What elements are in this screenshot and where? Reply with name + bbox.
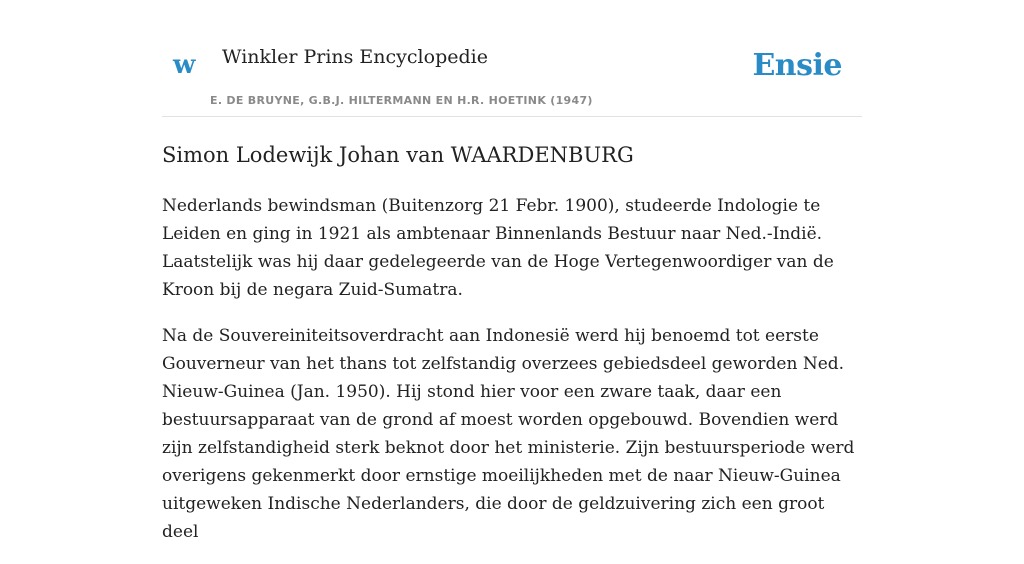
article-paragraph: Nederlands bewindsman (Buitenzorg 21 Febr. 1900), studeerde Indologie te Leiden en ging in 1921 als ambtenaar Binnenlands Bestuur naar Ned.-Indië. Laatstelijk was hij daar gedelegeerde van de Hoge Vertegenwoordiger van de Kroon bij de negara Zuid-Sumatra. (162, 196, 834, 300)
article (162, 140, 862, 564)
article-title: Simon Lodewijk Johan van WAARDENBURG (162, 143, 634, 167)
ensie-brand-logo[interactable]: Ensie (752, 48, 842, 83)
header (162, 0, 862, 117)
source-title[interactable]: Winkler Prins Encyclopedie (222, 46, 488, 68)
article-paragraph: Na de Souvereiniteitsoverdracht aan Indonesië werd hij benoemd tot eerste Gouverneur van het thans tot zelfstandig overzees gebiedsdeel geworden Ned. Nieuw-Guinea (Jan. 1950). Hij stond hier voor een zware taak, daar een bestuursapparaat van de grond af moest worden opgebouwd. Bovendien werd zijn zelfstandigheid sterk beknot door het ministerie. Zijn bestuursperiode werd overigens gekenmerkt door ernstige moeilijkheden met de naar Nieuw-Guinea uitgeweken Indische Nederlanders, die door de geldzuivering zich een groot deel (162, 326, 855, 542)
winkler-prins-logo-icon[interactable]: w (173, 50, 196, 80)
source-authors: E. DE BRUYNE, G.B.J. HILTERMANN EN H.R. HOETINK (1947) (210, 94, 593, 107)
